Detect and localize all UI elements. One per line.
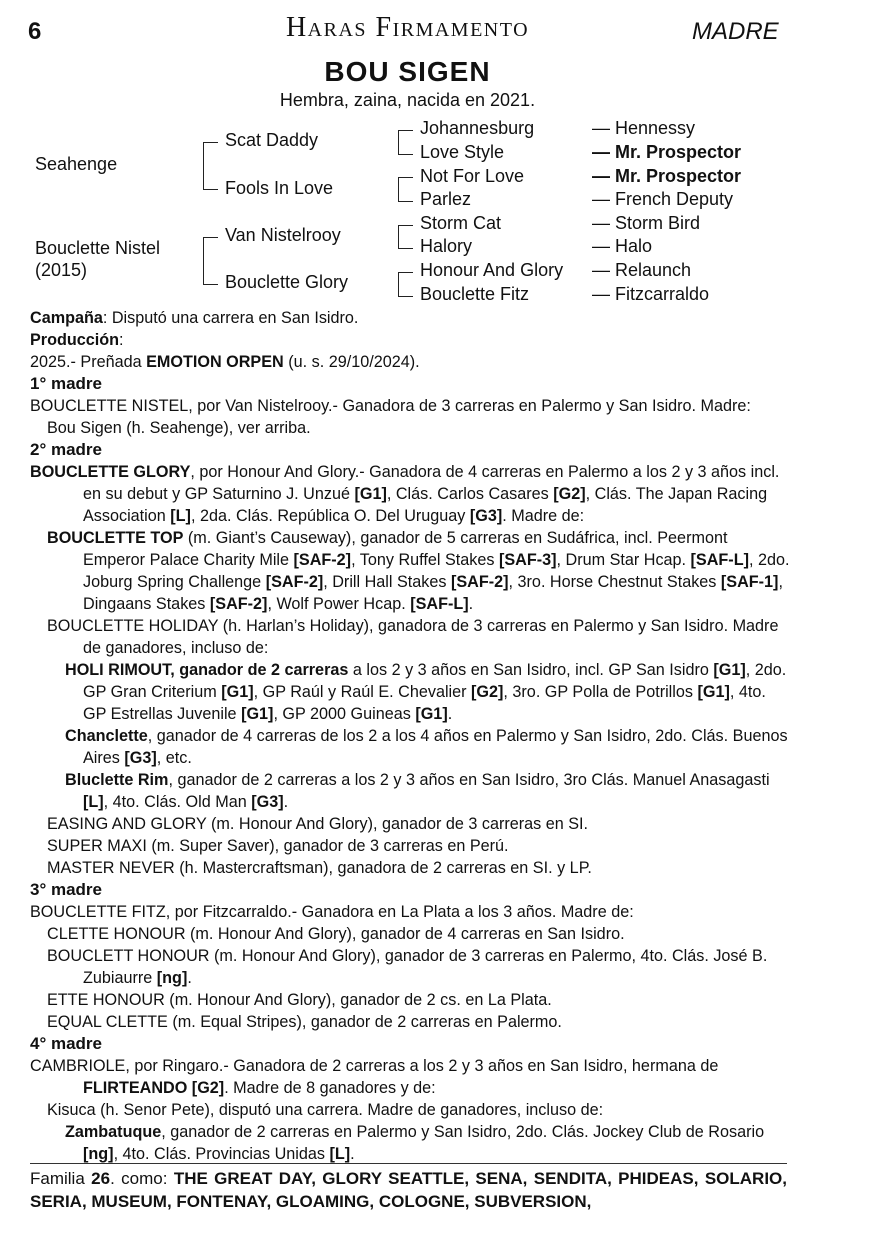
pedigree-gen3-item: Honour And Glory bbox=[420, 260, 564, 280]
production-heading bbox=[30, 329, 790, 351]
text-run: , Tony Ruffel Stakes bbox=[351, 551, 499, 569]
offspring-bouclette-top bbox=[30, 527, 790, 615]
offspring-line: SUPER MAXI (m. Super Saver), ganador de 3 carreras en Perú. bbox=[47, 837, 509, 855]
campaign-label: Campaña bbox=[30, 309, 103, 327]
grade-tag: [SAF-L] bbox=[690, 551, 749, 569]
pedigree-gen3-item: Storm Cat bbox=[420, 213, 502, 233]
text-run: . Madre de: bbox=[502, 507, 585, 525]
text-run: , 4to. Clás. Old Man bbox=[103, 793, 252, 811]
pedigree-gen2-item: Scat Daddy bbox=[225, 130, 319, 150]
text-run: . Madre de 8 ganadores y de: bbox=[224, 1079, 436, 1097]
grade-tag: [G1] bbox=[713, 661, 746, 679]
text-run: . bbox=[447, 705, 453, 723]
bracket-line bbox=[398, 272, 413, 273]
horse-name-bold: Chanclette bbox=[65, 727, 148, 745]
grade-tag: [G1] bbox=[241, 705, 274, 723]
text-run: , GP 2000 Guineas bbox=[273, 705, 416, 723]
bracket-line bbox=[398, 130, 413, 131]
dam2-name: BOUCLETTE GLORY bbox=[30, 463, 191, 481]
text-run: , 3ro. GP Polla de Potrillos bbox=[503, 683, 698, 701]
text-run: , 2do. GP Gran Criterium bbox=[83, 661, 787, 701]
dam4-record bbox=[30, 1055, 790, 1099]
dam1-offspring: Bou Sigen (h. Seahenge), ver arriba. bbox=[47, 419, 311, 437]
grade-tag: [SAF-2] bbox=[293, 551, 352, 569]
text-run: , por Honour And Glory.- Ganadora de 4 carreras en Palermo a los 2 y 3 años incl. en su debut y GP Saturnino J. Unzué bbox=[83, 463, 780, 503]
production-pre: 2025.- Preñada bbox=[30, 353, 147, 371]
pedigree-gen3-item: Bouclette Fitz bbox=[420, 284, 530, 304]
bracket-line bbox=[398, 248, 413, 249]
offspring-kisuca: Kisuca (h. Senor Pete), disputó una carrera. Madre de ganadores, incluso de: bbox=[47, 1101, 604, 1119]
offspring-line: ETTE HONOUR (m. Honour And Glory), ganador de 2 cs. en La Plata. bbox=[47, 991, 552, 1009]
offspring-line: MASTER NEVER (h. Mastercraftsman), ganadora de 2 carreras en SI. y LP. bbox=[47, 859, 592, 877]
text-run: , Clás. Carlos Casares bbox=[386, 485, 554, 503]
grade-tag: [G3] bbox=[124, 749, 157, 767]
grade-tag: [L] bbox=[83, 793, 104, 811]
grade-tag: [ng] bbox=[156, 969, 188, 987]
bracket-line bbox=[398, 272, 399, 296]
bracket-line bbox=[398, 225, 413, 226]
text-run: . bbox=[283, 793, 289, 811]
text-run: (m. Giant’s Causeway), ganador de 5 carreras en Sudáfrica, incl. Peermont Emperor Palace Charity Mile bbox=[83, 529, 728, 569]
bracket-line bbox=[398, 296, 413, 297]
offspring-bluclette-rim bbox=[30, 769, 790, 813]
production-label: Producción bbox=[30, 331, 120, 349]
pedigree-gen2-item: Fools In Love bbox=[225, 178, 334, 198]
text-run: , 2da. Clás. República O. Del Uruguay bbox=[190, 507, 470, 525]
pedigree-dam-year: (2015) bbox=[35, 260, 88, 280]
pedigree-gen4-item: — French Deputy bbox=[592, 189, 734, 209]
pedigree-gen3-item: Parlez bbox=[420, 189, 472, 209]
grade-tag: [G1] bbox=[415, 705, 448, 723]
pedigree-gen4-item: — Fitzcarraldo bbox=[592, 284, 710, 304]
pedigree-gen4-item: — Relaunch bbox=[592, 260, 692, 280]
pedigree-gen2-item: Bouclette Glory bbox=[225, 272, 349, 292]
horse-name: BOU SIGEN bbox=[324, 56, 491, 87]
text-run: , Clás. The Japan Racing Association bbox=[83, 485, 768, 525]
catalog-body bbox=[30, 307, 790, 1165]
bracket-line bbox=[398, 225, 399, 248]
production-colon: : bbox=[119, 331, 124, 349]
family-footer bbox=[30, 1167, 787, 1213]
text-run: . bbox=[350, 1145, 355, 1163]
family-number: 26 bbox=[91, 1169, 111, 1188]
grade-tag: [ng] bbox=[83, 1145, 114, 1163]
pedigree-gen4-item: — Mr. Prospector bbox=[592, 142, 742, 162]
dam2-heading: 2° madre bbox=[30, 440, 103, 459]
horse-description: Hembra, zaina, nacida en 2021. bbox=[279, 90, 536, 110]
offspring-bouclette-holiday: BOUCLETTE HOLIDAY (h. Harlan’s Holiday), ganadora de 3 carreras en Palermo y San Isidro. Madre de ganadores, incluso de: bbox=[47, 617, 779, 657]
horse-name-bold: BOUCLETTE TOP bbox=[47, 529, 184, 547]
pedigree-gen3-item: Johannesburg bbox=[420, 118, 535, 138]
category-label: MADRE bbox=[692, 18, 779, 45]
text-run: , 2do. Joburg Spring Challenge bbox=[83, 551, 790, 591]
offspring-bouclett-honour bbox=[30, 945, 790, 989]
bracket-line bbox=[398, 201, 413, 202]
page-number: 6 bbox=[28, 18, 42, 45]
bracket-line bbox=[203, 284, 218, 285]
grade-tag: [SAF-2] bbox=[265, 573, 324, 591]
text-run: . bbox=[468, 595, 474, 613]
offspring-holi-rimout bbox=[30, 659, 790, 725]
text-run: , Wolf Power Hcap. bbox=[267, 595, 411, 613]
pedigree-gen4-item: — Halo bbox=[592, 236, 653, 256]
bracket-line bbox=[203, 189, 218, 190]
pedigree-sire: Seahenge bbox=[35, 154, 118, 174]
offspring-chanclette bbox=[30, 725, 790, 769]
text-run: BOUCLETT HONOUR (m. Honour And Glory), ganador de 3 carreras en Palermo, 4to. Clás. José B. Zubiaurre bbox=[47, 947, 768, 987]
grade-tag: [G1] bbox=[221, 683, 254, 701]
grade-tag: [G1] bbox=[354, 485, 387, 503]
bracket-line bbox=[398, 130, 399, 154]
grade-tag: [G2] bbox=[471, 683, 504, 701]
dam3-line: BOUCLETTE FITZ, por Fitzcarraldo.- Ganadora en La Plata a los 3 años. Madre de: bbox=[30, 903, 634, 921]
text-run: , Dingaans Stakes bbox=[83, 573, 783, 613]
grade-tag: [L] bbox=[329, 1145, 351, 1163]
bracket-line bbox=[203, 142, 204, 189]
text-run: , GP Raúl y Raúl E. Chevalier bbox=[253, 683, 472, 701]
dam2-record bbox=[30, 461, 790, 527]
production-stallion: EMOTION ORPEN bbox=[146, 353, 284, 371]
bracket-line bbox=[398, 177, 413, 178]
pedigree-gen3-item: Not For Love bbox=[420, 166, 525, 186]
dam1-heading: 1° madre bbox=[30, 374, 103, 393]
campaign-line bbox=[30, 307, 790, 329]
pedigree-gen4-item: — Storm Bird bbox=[592, 213, 701, 233]
pedigree-gen4-item: — Hennessy bbox=[592, 118, 696, 138]
footer-divider bbox=[30, 1163, 787, 1164]
campaign-text: : Disputó una carrera en San Isidro. bbox=[102, 309, 359, 327]
text-run: a los 2 y 3 años en San Isidro, incl. GP San Isidro bbox=[348, 661, 714, 679]
text-run: , 4to. GP Estrellas Juvenile bbox=[83, 683, 766, 723]
text-run: . bbox=[187, 969, 192, 987]
footer-mid: . como: bbox=[110, 1169, 174, 1188]
bracket-line bbox=[203, 237, 204, 284]
text-run: , Drum Star Hcap. bbox=[556, 551, 691, 569]
horse-name-bold: HOLI RIMOUT bbox=[65, 661, 171, 679]
text-run: , 4to. Clás. Provincias Unidas bbox=[113, 1145, 330, 1163]
offspring-line: CLETTE HONOUR (m. Honour And Glory), ganador de 4 carreras en San Isidro. bbox=[47, 925, 625, 943]
dam3-heading: 3° madre bbox=[30, 880, 103, 899]
horse-name-bold: Zambatuque bbox=[65, 1123, 162, 1141]
pedigree-gen4-item: — Mr. Prospector bbox=[592, 166, 742, 186]
production-post: (u. s. 29/10/2024). bbox=[283, 353, 420, 371]
footer-prefix: Familia bbox=[30, 1169, 92, 1188]
text-run: , Drill Hall Stakes bbox=[323, 573, 451, 591]
grade-tag: [SAF-3] bbox=[498, 551, 557, 569]
grade-tag: [G3] bbox=[469, 507, 503, 525]
text-run: , ganador de 4 carreras de los 2 a los 4 años en Palermo y San Isidro, 2do. Clás. Buenos Aires bbox=[83, 727, 788, 767]
grade-tag: [SAF-L] bbox=[410, 595, 469, 613]
text-run: CAMBRIOLE, por Ringaro.- Ganadora de 2 carreras a los 2 y 3 años en San Isidro, hermana de bbox=[30, 1057, 719, 1075]
pedigree-gen2-item: Van Nistelrooy bbox=[225, 225, 341, 245]
grade-tag: [SAF-2] bbox=[450, 573, 509, 591]
family-notables: THE GREAT DAY, GLORY SEATTLE, SENA, SENDITA, PHIDEAS, SOLARIO, SERIA, MUSEUM, FONTENAY, GLOAMING, COLOGNE, SUBVERSION, bbox=[30, 1169, 787, 1211]
offspring-line: EASING AND GLORY (m. Honour And Glory), ganador de 3 carreras en SI. bbox=[47, 815, 589, 833]
bracket-line bbox=[203, 237, 218, 238]
offspring-zambatuque bbox=[30, 1121, 790, 1165]
pedigree-gen3-item: Halory bbox=[420, 236, 473, 256]
grade-tag: [G3] bbox=[251, 793, 284, 811]
offspring-line: EQUAL CLETTE (m. Equal Stripes), ganador de 2 carreras en Palermo. bbox=[47, 1013, 562, 1031]
grade-tag: [G1] bbox=[697, 683, 730, 701]
grade-tag: [SAF-2] bbox=[209, 595, 268, 613]
horse-name-bold: FLIRTEANDO [G2] bbox=[83, 1079, 225, 1097]
grade-tag: [L] bbox=[170, 507, 191, 525]
pedigree-dam: Bouclette Nistel bbox=[35, 238, 161, 258]
dam1-line: BOUCLETTE NISTEL, por Van Nistelrooy.- Ganadora de 3 carreras en Palermo y San Isidro. Madre: bbox=[30, 397, 751, 415]
text-run: , etc. bbox=[156, 749, 192, 767]
stud-name: Haras Firmamento bbox=[285, 12, 530, 43]
horse-name-bold: Bluclette Rim bbox=[65, 771, 169, 789]
grade-tag: [G2] bbox=[553, 485, 586, 503]
text-run: , ganador de 2 carreras a los 2 y 3 años en San Isidro, 3ro Clás. Manuel Anasagasti bbox=[168, 771, 770, 789]
bracket-line bbox=[203, 142, 218, 143]
text-run-bold: , ganador de 2 carreras bbox=[170, 661, 349, 679]
bracket-line bbox=[398, 154, 413, 155]
grade-tag: [SAF-1] bbox=[720, 573, 779, 591]
production-line bbox=[30, 351, 790, 373]
pedigree-gen3-item: Love Style bbox=[420, 142, 505, 162]
text-run: , 3ro. Horse Chestnut Stakes bbox=[508, 573, 721, 591]
dam4-heading: 4° madre bbox=[30, 1034, 103, 1053]
text-run: , ganador de 2 carreras en Palermo y San Isidro, 2do. Clás. Jockey Club de Rosario bbox=[161, 1123, 765, 1141]
bracket-line bbox=[398, 177, 399, 201]
